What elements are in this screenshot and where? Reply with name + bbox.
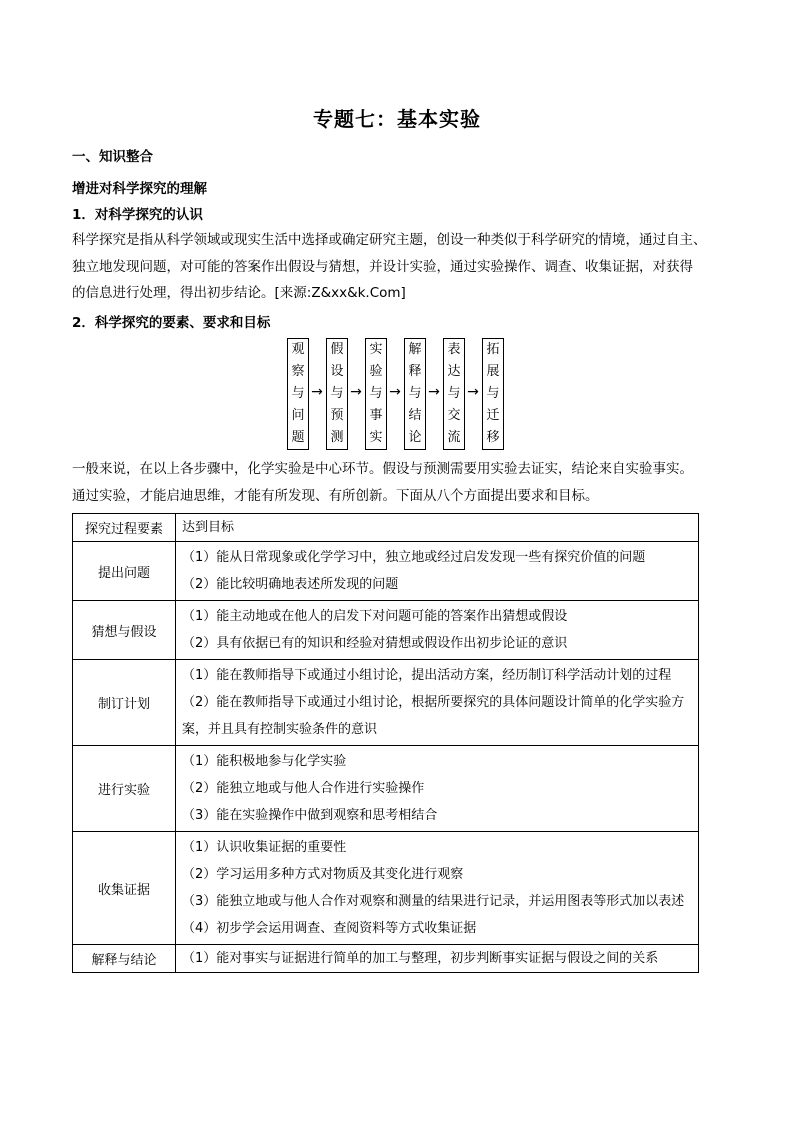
table-row-item: （1）能从日常现象或化学学习中，独立地或经过启发发现一些有探究价值的问题 [182,550,646,565]
paragraph-line: 科学探究是指从科学领域或现实生活中选择或确定研究主题，创设一种类似于科学研究的情境，通过自主、 [72,232,707,248]
paragraph-2 [72,456,727,509]
table-row-items [176,542,699,601]
flow-step: 假 设 与 预 测 [326,338,348,450]
page-title: 专题七：基本实验 [313,107,481,131]
flow-step: 表 达 与 交 流 [443,338,465,450]
requirements-table [72,513,699,973]
paragraph-line: 一般来说，在以上各步骤中，化学实验是中心环节。假设与预测需要用实验去证实，结论来自实验事实。 [72,461,693,477]
table-row-item: （1）能主动地或在他人的启发下对问题可能的答案作出猜想或假设 [182,609,568,624]
arrow-right-icon: → [389,384,401,400]
arrow-right-icon: → [428,384,440,400]
heading-2: 2．科学探究的要素、要求和目标 [72,315,271,331]
table-row-item: （4）初步学会运用调查、查阅资料等方式收集证据 [182,921,477,936]
section-heading: 一、知识整合 [72,149,153,165]
table-row-item: （1）认识收集证据的重要性 [182,840,347,855]
table-row-items [176,660,699,746]
table-row-key: 提出问题 [73,542,176,601]
table-row [73,660,699,746]
paragraph-line: 通过实验，才能启迪思维，才能有所发现、有所创新。下面从八个方面提出要求和目标。 [72,487,599,504]
table-row [73,601,699,660]
arrow-right-icon: → [350,384,362,400]
table-row-items [176,601,699,660]
table-row-key: 解释与结论 [73,945,176,973]
flow-step: 拓 展 与 迁 移 [482,338,504,450]
arrow-right-icon: → [311,384,323,400]
paragraph-1 [72,227,727,307]
table-row-item: （1）能积极地参与化学实验 [182,754,347,769]
table-row [73,746,699,832]
table-header-row [73,514,699,542]
table-row-item: （3）能在实验操作中做到观察和思考相结合 [182,808,438,823]
table-row-key: 进行实验 [73,746,176,832]
table-row-items [176,746,699,832]
table-row-items [176,832,699,945]
table-row-item: （2）能比较明确地表述所发现的问题 [182,577,399,592]
heading-1: 1．对科学探究的认识 [72,207,203,223]
table-row-key: 猜想与假设 [73,601,176,660]
flow-step: 解 释 与 结 论 [404,338,426,450]
table-row-key: 制订计划 [73,660,176,746]
table-header-cell: 达到目标 [176,514,699,542]
table-row-item: （2）具有依据已有的知识和经验对猜想或假设作出初步论证的意识 [182,636,568,651]
table-row-item: （3）能独立地或与他人合作对观察和测量的结果进行记录，并运用图表等形式加以表述 [182,894,685,909]
table-row-items [176,945,699,973]
table-row-item: （1）能在教师指导下或通过小组讨论，提出活动方案，经历制订科学活动计划的过程 [182,668,672,683]
table-row-key: 收集证据 [73,832,176,945]
table-row-item: （1）能对事实与证据进行简单的加工与整理，初步判断事实证据与假设之间的关系 [182,951,659,966]
paragraph-line: 独立地发现问题，对可能的答案作出假设与猜想，并设计实验，通过实验操作、调查、收集证据，对获得 [72,258,693,275]
flow-step: 观 察 与 问 题 [287,338,309,450]
paragraph-line: 的信息进行处理，得出初步结论。[来源:Z&xx&k.Com] [72,285,406,301]
subsection-title: 增进对科学探究的理解 [72,181,207,197]
table-row-item: （2）能独立地或与他人合作进行实验操作 [182,781,425,796]
table-row [73,832,699,945]
table-row-item: （2）能在教师指导下或通过小组讨论，根据所要探究的具体问题设计简单的化学实验方案，并且具有控制实验条件的意识 [182,695,685,737]
table-row [73,945,699,973]
table-header-cell: 探究过程要素 [73,514,176,542]
arrow-right-icon: → [467,384,479,400]
flow-step: 实 验 与 事 实 [365,338,387,450]
table-row-item: （2）学习运用多种方式对物质及其变化进行观察 [182,867,464,882]
table-row [73,542,699,601]
